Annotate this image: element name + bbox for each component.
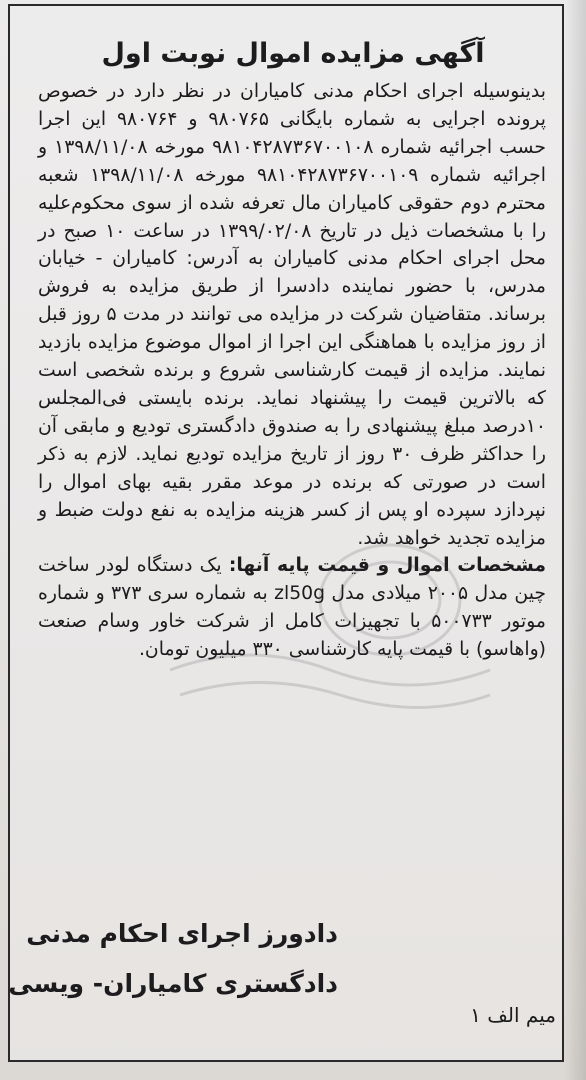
- ad-code: میم الف ۱: [470, 1003, 556, 1027]
- specs-heading: مشخصات اموال و قیمت پایه آنها:: [228, 555, 546, 577]
- specs-paragraph: [38, 552, 546, 664]
- signature-name: دادگستری کامیاران- ویسی: [8, 969, 338, 998]
- notice-title: آگهی مزایده اموال نوبت اول: [101, 38, 485, 69]
- notice-body: [38, 78, 546, 664]
- signature-title: دادورز اجرای احکام مدنی: [26, 919, 338, 948]
- page-edge-shadow: [564, 0, 586, 1080]
- specs-text: یک دستگاه لودر ساخت چین مدل ۲۰۰۵ میلادی مدل zl50g به شماره سری ۳۷۳ و شماره موتور ۵۰۰۷۳۳ با تجهیزات کامل از شرکت خاور وسام صنعت (واهاسو) با قیمت پایه کارشناسی ۳۳۰ میلیون تومان.: [38, 555, 546, 661]
- notice-paragraph: بدینوسیله اجرای احکام مدنی کامیاران در نظر دارد در خصوص پرونده اجرایی به شماره بایگانی ۹۸۰۷۶۵ و ۹۸۰۷۶۴ این اجرا حسب اجرائیه شماره ۹۸۱۰۴۲۸۷۳۶۷۰۰۱۰۸ مورخه ۱۳۹۸/۱۱/۰۸ و اجرائیه شماره ۹۸۱۰۴۲۸۷۳۶۷۰۰۱۰۹ مورخه ۱۳۹۸/۱۱/۰۸ شعبه محترم دوم حقوقی کامیاران مال تعرفه شده از سوی محکوم‌علیه را با مشخصات ذیل در تاریخ ۱۳۹۹/۰۲/۰۸ در ساعت ۱۰ صبح در محل اجرای احکام مدنی کامیاران به آدرس: کامیاران - خیابان مدرس، با حضور نماینده دادسرا از طریق مزایده به فروش برساند. متقاضیان شرکت در مزایده می توانند در مدت ۵ روز قبل از روز مزایده با هماهنگی این اجرا از اموال موضوع مزایده بازدید نمایند. مزایده از قیمت کارشناسی شروع و برنده شخصی است که بالاترین قیمت را پیشنهاد نماید. برنده بایستی فی‌المجلس ۱۰درصد مبلغ پیشنهادی را به صندوق دادگستری تودیع و مابقی آن را حداکثر ظرف ۳۰ روز از تاریخ مزایده تودیع نماید. لازم به ذکر است در صورتی که برنده در موعد مقرر بقیه بهای اموال را نپردازد سپرده او پس از کسر هزینه مزایده به نفع دولت ضبط و مزایده تجدید خواهد شد.: [38, 81, 547, 549]
